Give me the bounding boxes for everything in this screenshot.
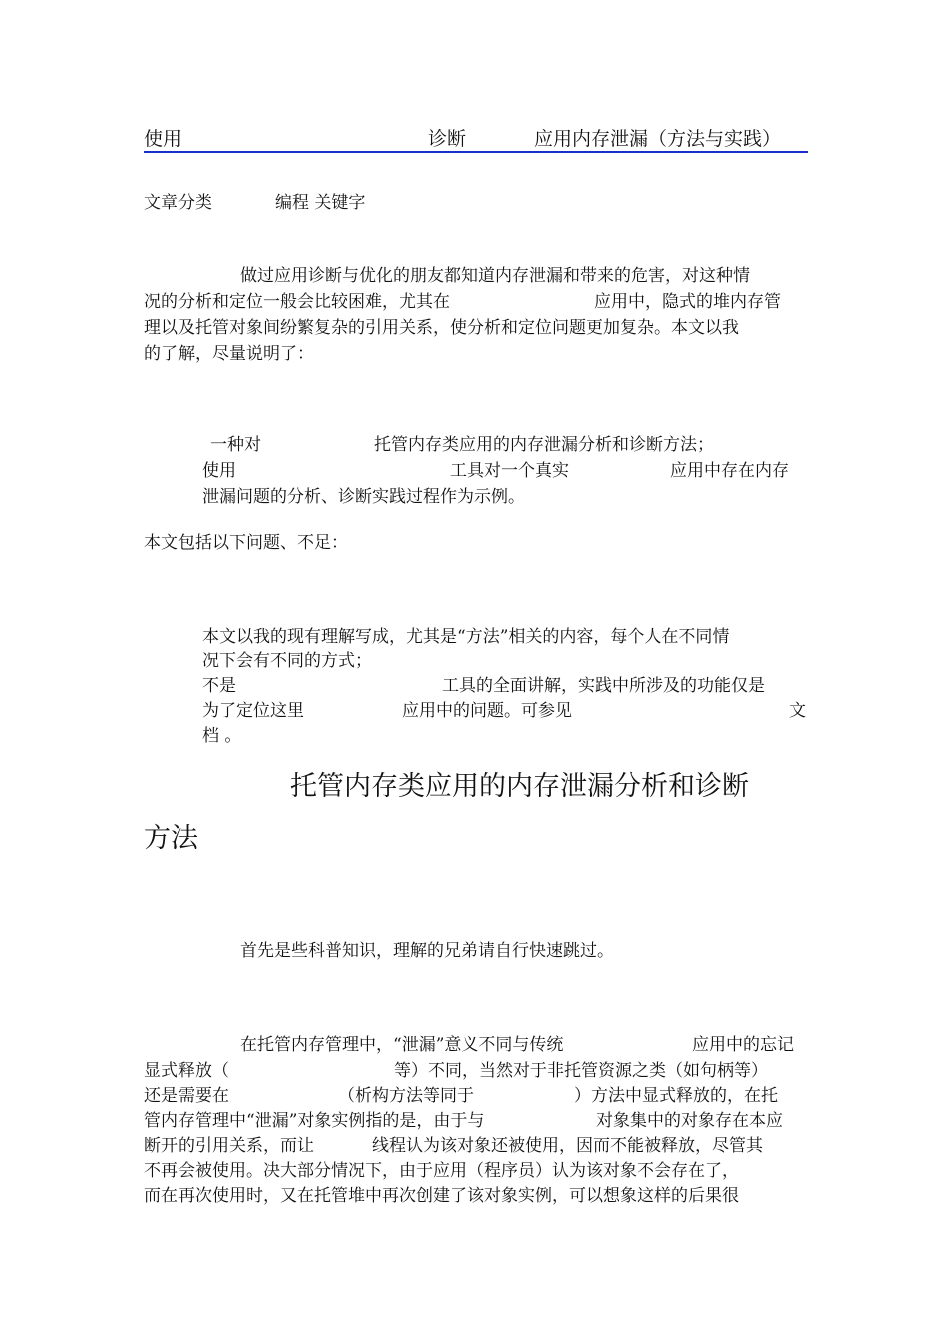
list2-line1: 本文以我的现有理解写成，尤其是“方法”相关的内容，每个人在不同情	[202, 627, 730, 647]
header-part1: 使用	[144, 128, 183, 150]
list1-item1a: 一种对	[210, 435, 261, 455]
intro-line1: 做过应用诊断与优化的朋友都知道内存泄漏和带来的危害，对这种情	[240, 266, 750, 286]
list2-line4b: 应用中的问题。可参见	[402, 701, 572, 721]
section-heading-line2: 方法	[144, 823, 198, 854]
list2-line3a: 不是	[202, 676, 236, 696]
list2-line5: 档 。	[202, 726, 242, 746]
intro-line3: 理以及托管对象间纷繁复杂的引用关系，使分析和定位问题更加复杂。本文以我	[144, 318, 739, 338]
list2-line4a: 为了定位这里	[202, 701, 304, 721]
list1-item1b: 托管内存类应用的内存泄漏分析和诊断方法；	[374, 435, 714, 455]
list1-item2a: 使用	[202, 461, 236, 481]
header-rule	[144, 151, 808, 153]
body-line3c: ）方法中显式释放的，在托	[574, 1086, 778, 1106]
header-part2: 诊断	[428, 128, 467, 150]
body-line3a: 还是需要在	[144, 1086, 229, 1106]
section-heading-line1: 托管内存类应用的内存泄漏分析和诊断	[290, 771, 749, 802]
intro-line4: 的了解，尽量说明了：	[144, 344, 314, 364]
list2-line2: 况下会有不同的方式；	[202, 651, 372, 671]
body-line4b: 对象集中的对象存在本应	[596, 1111, 783, 1131]
list1-item2b: 工具对一个真实	[450, 461, 569, 481]
category-label: 文章分类	[144, 193, 212, 213]
science-line: 首先是些科普知识，理解的兄弟请自行快速跳过。	[240, 941, 614, 961]
includes-label: 本文包括以下问题、不足：	[144, 533, 348, 553]
list1-item2d: 泄漏问题的分析、诊断实践过程作为示例。	[202, 487, 525, 507]
intro-line2a: 况的分析和定位一般会比较困难，尤其在	[144, 292, 450, 312]
body-line2b: 等）不同，当然对于非托管资源之类（如句柄等）	[394, 1061, 768, 1081]
list2-line4c: 文	[789, 701, 806, 721]
body-line4a: 管内存管理中“泄漏”对象实例指的是，由于与	[144, 1111, 485, 1131]
body-line1a: 在托管内存管理中，“泄漏”意义不同与传统	[240, 1035, 564, 1055]
body-line6: 不再会被使用。决大部分情况下，由于应用（程序员）认为该对象不会存在了，	[144, 1161, 739, 1181]
body-line5a: 断开的引用关系，而让	[144, 1136, 314, 1156]
intro-line2b: 应用中，隐式的堆内存管	[594, 292, 781, 312]
list2-line3b: 工具的全面讲解，实践中所涉及的功能仅是	[442, 676, 765, 696]
body-line1b: 应用中的忘记	[692, 1035, 794, 1055]
body-line3b: （析构方法等同于	[338, 1086, 474, 1106]
category-value: 编程 关键字	[275, 193, 366, 213]
list1-item2c: 应用中存在内存	[670, 461, 789, 481]
body-line7: 而在再次使用时，又在托管堆中再次创建了该对象实例，可以想象这样的后果很	[144, 1186, 739, 1206]
header-part3: 应用内存泄漏（方法与实践）	[534, 128, 782, 150]
body-line2a: 显式释放（	[144, 1061, 229, 1081]
body-line5b: 线程认为该对象还被使用，因而不能被释放，尽管其	[372, 1136, 763, 1156]
